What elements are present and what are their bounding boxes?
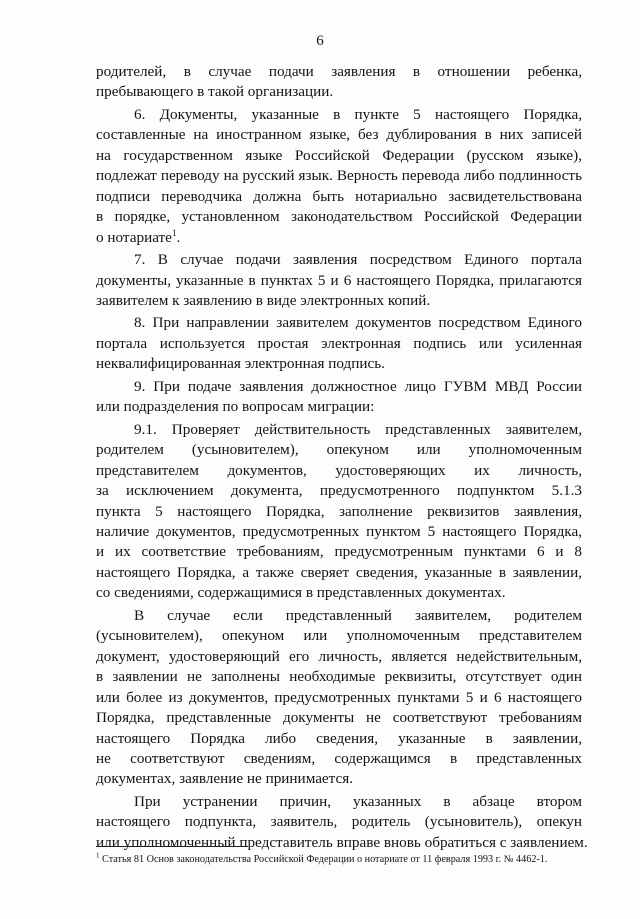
- page-number: 6: [316, 33, 324, 49]
- paragraph-item-9-1: [96, 420, 582, 604]
- paragraph-item-7: [96, 250, 582, 311]
- text-line: заявителем к заявлению в виде электронных копий.: [96, 291, 431, 309]
- text-fragment: о нотариате: [96, 228, 172, 246]
- paragraph-item-9: [96, 377, 582, 418]
- document-body: [96, 62, 588, 853]
- text-line: составленные на иностранном языке, без дублирования в них записей: [96, 126, 582, 144]
- text-line: 8. При направлении заявителем документов посредством Единого: [134, 314, 582, 332]
- paragraph-item-8: [96, 313, 582, 374]
- text-line: со сведениями, содержащимися в представленных документах.: [96, 584, 506, 602]
- text-line: пункта 5 настоящего Порядка, заполнение реквизитов заявления,: [96, 502, 582, 520]
- text-line: наличие документов, предусмотренных пунктом 5 настоящего Порядка,: [96, 522, 582, 540]
- text-line: и их соответствие требованиям, предусмотренным пунктами 6 и 8: [96, 543, 582, 561]
- text-line: настоящего Порядка, а также сверяет сведения, указанные в заявлении,: [96, 563, 582, 581]
- text-line: представителем документов, удостоверяющих их личность,: [96, 461, 582, 479]
- text-line: 9.1. Проверяет действительность представленных заявителем,: [134, 420, 582, 438]
- footnote: [96, 853, 586, 866]
- text-line: В случае если представленный заявителем, родителем: [134, 606, 582, 624]
- paragraph-resubmission: [96, 792, 588, 853]
- paragraph-item-6: [96, 105, 582, 248]
- text-line: (усыновителем), опекуном или уполномоченным представителем: [96, 627, 582, 645]
- text-line: При устранении причин, указанных в абзаце втором: [134, 792, 582, 810]
- text-line: подлежат переводу на русский язык. Верность перевода либо подлинность: [96, 167, 582, 185]
- paragraph-parents-continuation: [96, 62, 582, 103]
- text-line: родителем (усыновителем), опекуном или уполномоченным: [96, 441, 582, 459]
- text-line: в заявлении не заполнены необходимые реквизиты, отсутствует один: [96, 668, 582, 686]
- text-line: пребывающего в такой организации.: [96, 83, 334, 101]
- text-line: Порядка, представленные документы не соответствуют требованиям: [96, 709, 582, 727]
- footnote-reference: 1: [171, 227, 177, 238]
- text-line: 6. Документы, указанные в пункте 5 настоящего Порядка,: [134, 105, 582, 123]
- paragraph-rejection: [96, 606, 582, 790]
- text-line: документ, удостоверяющий его личность, является недействительным,: [96, 647, 582, 665]
- text-line: 7. В случае подачи заявления посредством Единого портала: [134, 251, 582, 269]
- text-line: не соответствуют сведениям, содержащимся в представленных: [96, 749, 582, 767]
- text-line: настоящего Порядка либо сведения, указанные в заявлении,: [96, 729, 582, 747]
- footnote-marker: 1: [96, 851, 100, 860]
- text-line: или более из документов, предусмотренных пунктами 5 и 6 настоящего: [96, 688, 582, 706]
- footnote-text: Статья 81 Основ законодательства Российской Федерации о нотариате от 11 февраля 1993 г. № 4462-1.: [99, 854, 548, 865]
- text-line: [96, 228, 582, 248]
- text-line: за исключением документа, предусмотренного подпунктом 5.1.3: [96, 482, 582, 500]
- text-line: или уполномоченный представитель вправе вновь обратиться с заявлением.: [96, 833, 588, 851]
- text-line: документах, заявление не принимается.: [96, 770, 354, 788]
- text-line: в порядке, установленном законодательством Российской Федерации: [96, 208, 582, 226]
- text-line: родителей, в случае подачи заявления в отношении ребенка,: [96, 63, 582, 80]
- text-fragment: .: [176, 228, 181, 246]
- text-line: 9. При подаче заявления должностное лицо ГУВМ МВД России: [134, 377, 582, 395]
- text-line: на государственном языке Российской Федерации (русском языке),: [96, 146, 582, 164]
- text-line: настоящего подпункта, заявитель, родитель (усыновитель), опекун: [96, 813, 582, 831]
- text-line: неквалифицированная электронная подпись.: [96, 355, 385, 373]
- footnote-divider: [96, 846, 248, 847]
- text-line: подписи переводчика должна быть нотариально засвидетельствована: [96, 187, 582, 205]
- text-line: портала используется простая электронная подпись или усиленная: [96, 334, 582, 352]
- text-line: или подразделения по вопросам миграции:: [96, 398, 375, 416]
- text-line: документы, указанные в пунктах 5 и 6 настоящего Порядка, прилагаются: [96, 271, 582, 289]
